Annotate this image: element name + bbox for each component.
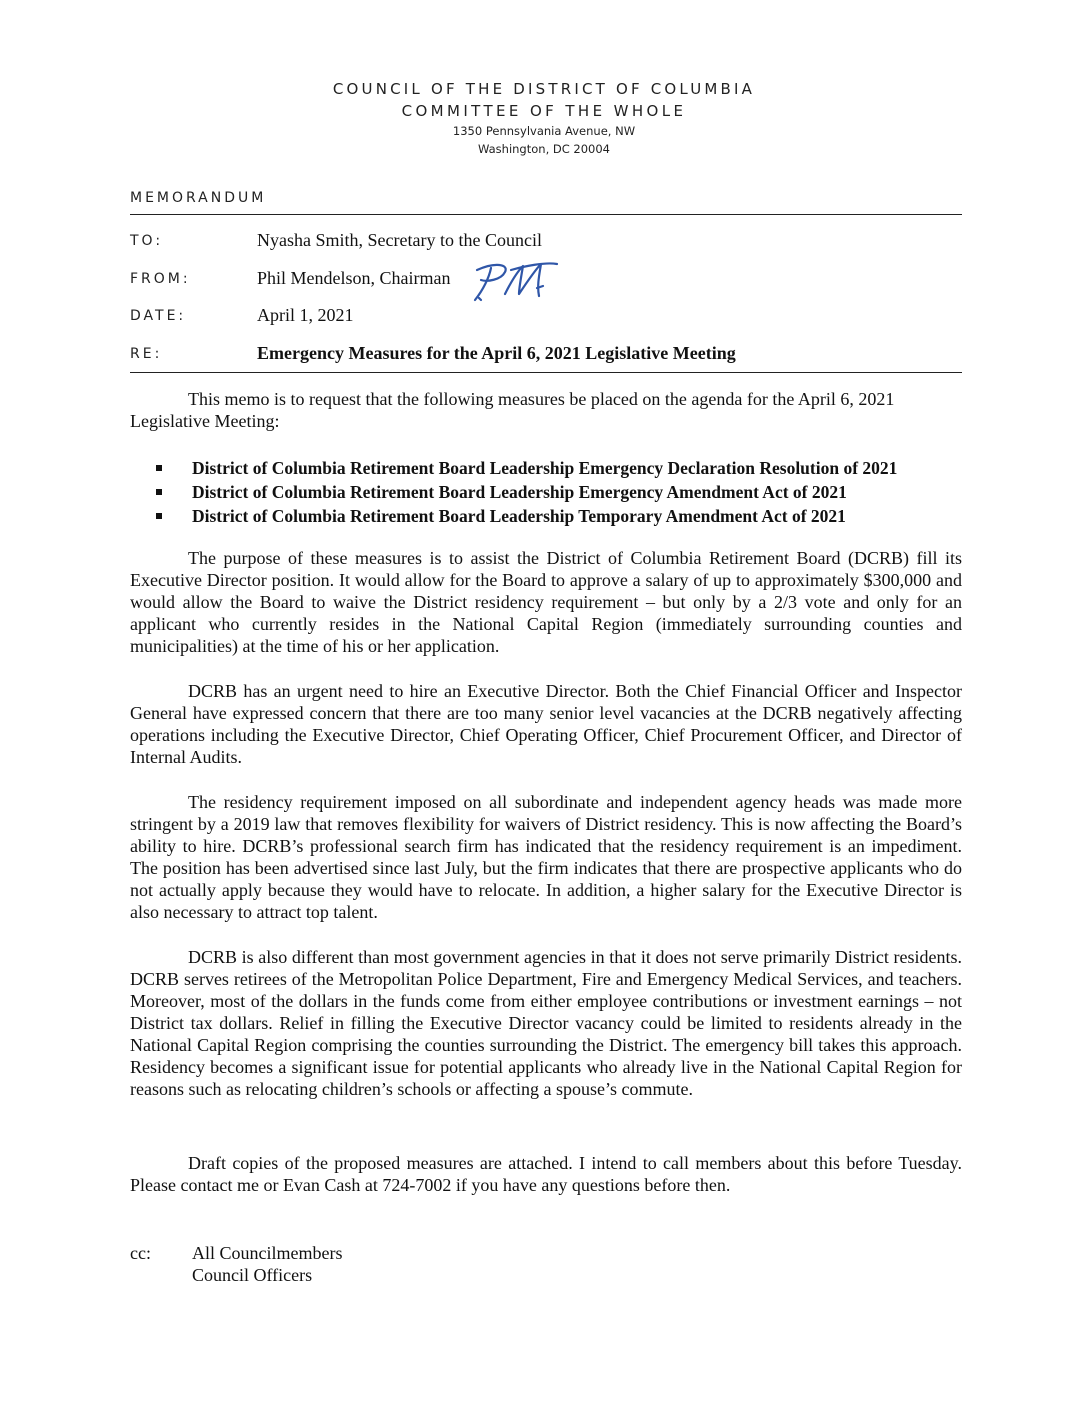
to-label: TO: (130, 233, 164, 249)
memorandum-label: MEMORANDUM (130, 190, 267, 206)
difference-paragraph (130, 946, 962, 1100)
letterhead-council: COUNCIL OF THE DISTRICT OF COLUMBIA (332, 80, 756, 98)
residency-paragraph-text: The residency requirement imposed on all subordinate and independent agency heads was made more stringent by a 2019 law that removes flexibility for waivers of District residency. This is now affecting the Board’s ability to hire. DCRB’s professional search firm has indicated that the residency requirement is an impediment. The position has been advertised since last July, but the firm indicates that there are prospective applicants who do not actually apply because they would have to relocate. In addition, a higher salary for the Executive Director is also necessary to attract top talent. (130, 792, 962, 922)
signature-initials (465, 258, 565, 304)
date-row (130, 305, 962, 331)
to-value: Nyasha Smith, Secretary to the Council (257, 230, 542, 250)
re-row (130, 343, 962, 369)
re-value: Emergency Measures for the April 6, 2021 Legislative Meeting (257, 343, 736, 363)
measure-title: District of Columbia Retirement Board Leadership Emergency Declaration Resolution of 2021 (192, 458, 898, 478)
re-label: RE: (130, 346, 163, 362)
intro-paragraph-text: This memo is to request that the following measures be placed on the agenda for the April 6, 2021 Legislative Meeting: (130, 389, 895, 431)
cc-label: cc: (130, 1243, 151, 1263)
from-value: Phil Mendelson, Chairman (257, 268, 451, 288)
cc-recipients (192, 1242, 492, 1286)
purpose-paragraph (130, 547, 962, 657)
header-divider-bottom (130, 372, 962, 373)
intro-paragraph (130, 388, 962, 432)
closing-paragraph-text: Draft copies of the proposed measures are attached. I intend to call members about this before Tuesday. Please contact me or Evan Cash at 724-7002 if you have any questions before then. (130, 1153, 962, 1195)
to-row (130, 230, 962, 256)
list-item (156, 480, 976, 504)
measure-title: District of Columbia Retirement Board Leadership Emergency Amendment Act of 2021 (192, 482, 847, 502)
purpose-paragraph-text: The purpose of these measures is to assist the District of Columbia Retirement Board (DCRB) fill its Executive Director position. It would allow for the Board to approve a salary of up to approximately $300,000 and would allow the Board to waive the District residency requirement – but only by a 2/3 vote and only for an applicant who currently resides in the National Capital Region (immediately surrounding counties and municipalities) at the time of his or her application. (130, 548, 962, 656)
urgency-paragraph-text: DCRB has an urgent need to hire an Executive Director. Both the Chief Financial Officer and Inspector General have expressed concern that there are too many senior level vacancies at the DCRB negatively affecting operations including the Executive Director, Chief Operating Officer, Chief Procurement Officer, and Director of Internal Audits. (130, 681, 962, 767)
urgency-paragraph (130, 680, 962, 768)
bullet-icon (156, 513, 162, 519)
measure-title: District of Columbia Retirement Board Leadership Temporary Amendment Act of 2021 (192, 506, 846, 526)
cc-recipient: Council Officers (192, 1265, 313, 1285)
bullet-icon (156, 465, 162, 471)
closing-paragraph (130, 1152, 962, 1196)
header-divider-top (130, 214, 962, 215)
bullet-icon (156, 489, 162, 495)
letterhead-committee: COMMITTEE OF THE WHOLE (401, 102, 687, 120)
list-item (156, 504, 976, 528)
letterhead-street: 1350 Pennsylvania Avenue, NW (452, 124, 636, 138)
date-label: DATE: (130, 308, 187, 324)
letterhead-city: Washington, DC 20004 (477, 142, 610, 156)
letterhead (0, 78, 1088, 158)
date-value: April 1, 2021 (257, 305, 354, 325)
difference-paragraph-text: DCRB is also different than most government agencies in that it does not serve primarily District residents. DCRB serves retirees of the Metropolitan Police Department, Fire and Emergency Medical Services, and teachers. Moreover, most of the dollars in the funds come from either employee contributions or investment earnings – not District tax dollars. Relief in filling the Executive Director vacancy could be limited to residents already in the National Capital Region comprising the counties surrounding the District. The emergency bill takes this approach. Residency becomes a significant issue for potential applicants who already live in the National Capital Region for reasons such as relocating children’s schools or affecting a spouse’s commute. (130, 947, 962, 1099)
list-item (156, 456, 976, 480)
cc-recipient: All Councilmembers (192, 1243, 343, 1263)
from-label: FROM: (130, 271, 191, 287)
residency-paragraph (130, 791, 962, 923)
measures-list (156, 456, 976, 528)
